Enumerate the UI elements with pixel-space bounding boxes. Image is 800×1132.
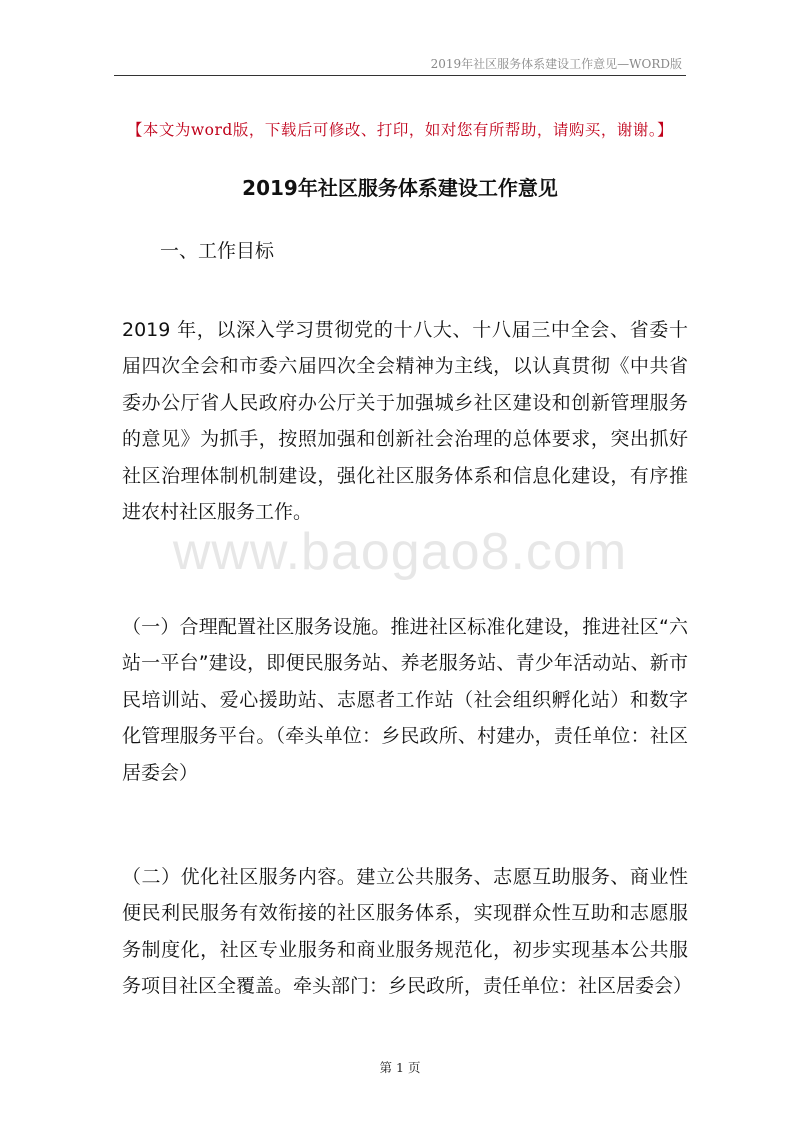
header-divider [114,75,686,76]
document-title: 2019年社区服务体系建设工作意见 [242,176,558,200]
body-paragraph-services: （二）优化社区服务内容。建立公共服务、志愿互助服务、商业性便民利民服务有效衔接的社区服务体系，实现群众性互助和志愿服务制度化，社区专业服务和商业服务规范化，初步实现基本公共服务项目社区全覆盖。牵头部门：乡民政所，责任单位：社区居委会） [122,866,693,998]
purchase-notice: 【本文为word版，下载后可修改、打印，如对您有所帮助，请购买，谢谢。】 [126,121,674,139]
body-paragraph-goals: 2019 年，以深入学习贯彻党的十八大、十八届三中全会、省委十届四次全会和市委六届四次全会精神为主线，以认真贯彻《中共省委办公厅省人民政府办公厅关于加强城乡社区建设和创新管理服务的意见》为抓手，按照加强和创新社会治理的总体要求，突出抓好社区治理体制机制建设，强化社区服务体系和信息化建设，有序推进农村社区服务工作。 [122,319,688,524]
body-paragraph-facilities: （一）合理配置社区服务设施。推进社区标准化建设，推进社区“六站一平台”建设，即便民服务站、养老服务站、青少年活动站、新市民培训站、爱心援助站、志愿者工作站（社会组织孵化站）和数字化管理服务平台。（牵头单位：乡民政所、村建办，责任单位：社区居委会） [122,616,688,784]
page-number: 第 1 页 [379,1060,421,1075]
running-header: 2019年社区服务体系建设工作意见—WORD版 [430,57,682,71]
site-watermark: www.baogao8.com [172,523,628,581]
section-heading: 一、工作目标 [160,240,275,262]
